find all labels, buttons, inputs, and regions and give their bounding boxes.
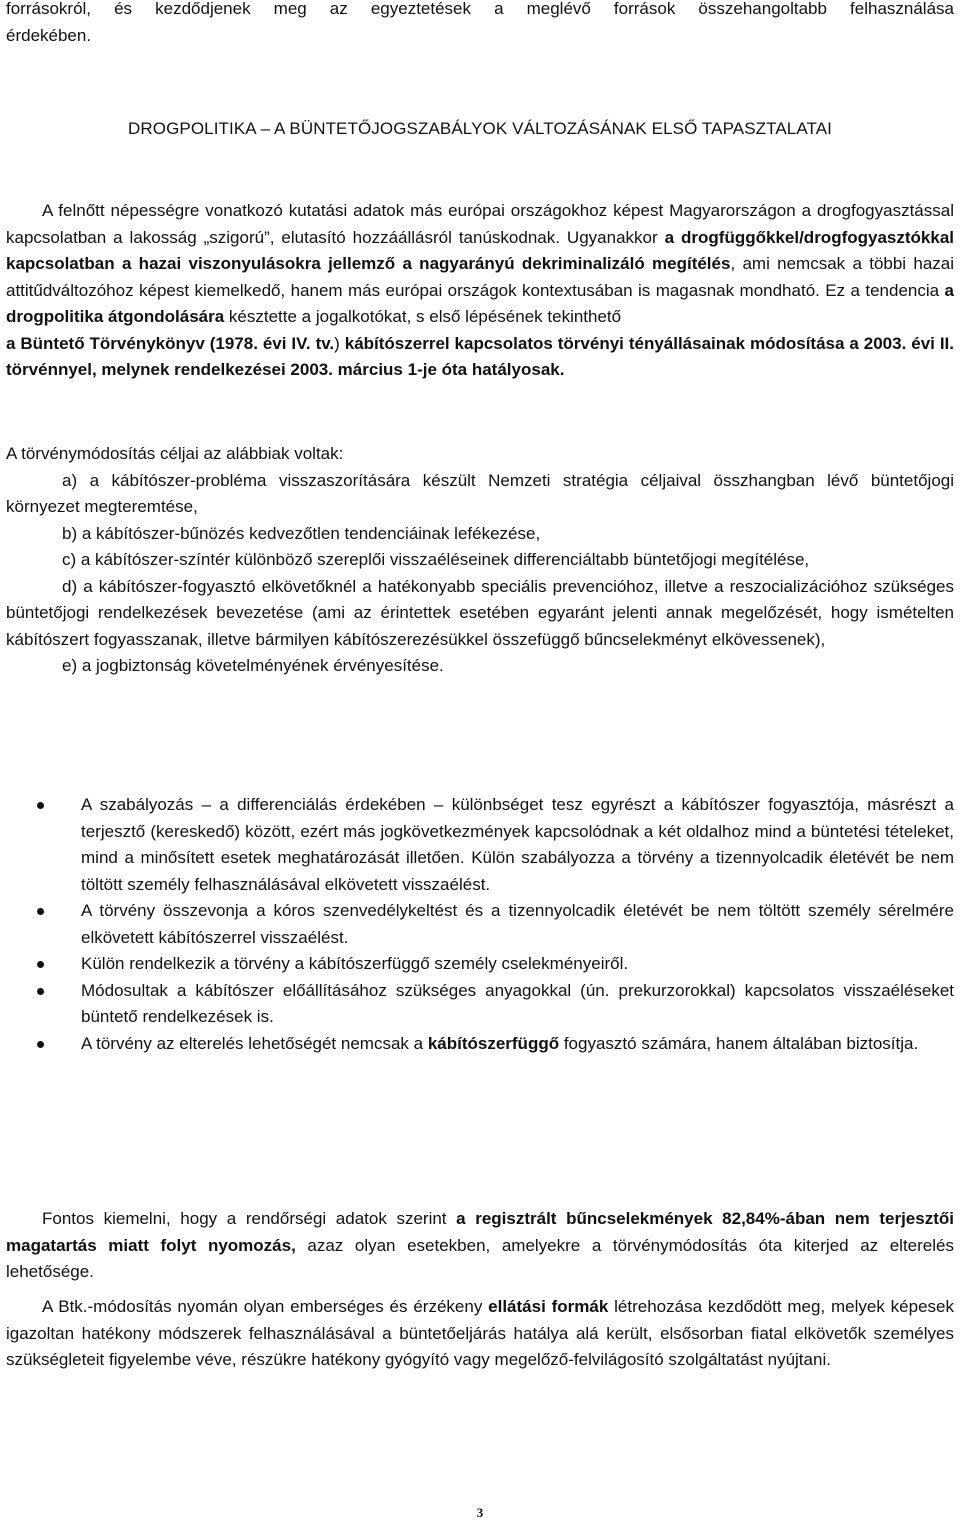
- bullet-icon: [37, 908, 44, 915]
- text-run: Külön rendelkezik a törvény a kábítószerfüggő személy cselekményeiről.: [81, 954, 629, 973]
- care-forms-text: [6, 1294, 954, 1374]
- text-run: , ami nemcsak a többi hazai attitűdváltozóhoz képest kiemelkedő, hanem más európai országok kontextusában is magasnak mondható. Ez a tendencia: [6, 254, 955, 300]
- list-item: [6, 951, 954, 978]
- list-item: [6, 1031, 954, 1058]
- bold-run: a Büntető Törvénykönyv (1978. évi IV. tv.: [6, 333, 335, 353]
- continued-line-1: forrásokról, és kezdődjenek meg az egyeztetések a meglévő források összehangoltabb felhasználása: [6, 0, 954, 18]
- text-run: azaz olyan esetekben, amelyekre a törvénymódosítás óta kiterjed az elterelés lehetősége.: [6, 1235, 954, 1281]
- bullet-icon: [37, 802, 44, 809]
- aim-b: b) a kábítószer-bűnözés kedvezőtlen tendenciáinak lefékezése,: [62, 523, 541, 543]
- text-run: Fontos kiemelni, hogy a rendőrségi adatok szerint: [42, 1209, 457, 1228]
- continued-paragraph: [6, 0, 954, 49]
- page-number: 3: [476, 1505, 484, 1520]
- paragraph-statistics: [6, 1206, 954, 1286]
- aim-a: a) a kábítószer-probléma visszaszorítására készült Nemzeti stratégia céljaival összhangban lévő büntetőjogi környezet megteremtése,: [6, 470, 954, 516]
- continued-line-2: érdekében.: [6, 25, 92, 45]
- list-item: [6, 898, 954, 951]
- text-run: A törvény az elterelés lehetőségét nemcsak a: [81, 1033, 428, 1053]
- bold-run: ellátási formák: [488, 1297, 609, 1316]
- bold-run: kábítószerfüggő: [427, 1033, 560, 1053]
- text-run: A szabályozás – a differenciálás érdekében – különbséget tesz egyrészt a kábítószer fogyasztója, másrészt a terjesztő (kereskedő) között, ezért más jogkövetkezmények kapcsolódnak a két oldalhoz mind a büntetési tételeket, mind a minősített esetek meghatározását illetően. Külön szabályozza a törvény a tizennyolcadik életévét be nem töltött személy felhasználásával elkövetett visszaélést.: [81, 795, 954, 894]
- aim-c: c) a kábítószer-színtér különböző szereplői visszaéléseinek differenciáltabb büntetőjogi megítélése,: [62, 550, 810, 569]
- text-run: késztette a jogalkotókat, s első lépésének tekinthető: [224, 307, 622, 326]
- section-title: DROGPOLITIKA – A BÜNTETŐJOGSZABÁLYOK VÁLTOZÁSÁNAK ELSŐ TAPASZTALATAI: [128, 119, 832, 138]
- aims-section: [6, 441, 954, 680]
- aim-d: d) a kábítószer-fogyasztó elkövetőknél a hatékonyabb speciális prevencióhoz, illetve a reszocializációhoz szükséges büntetőjogi rendelkezések bevezetése (ami az érintettek esetében egyaránt jelenti annak megelőzését, hogy ismételten kábítószert fogyasszanak, illetve bármilyen kábítószerezésükkel összefüggő bűncselekményt elkövessenek),: [6, 576, 954, 649]
- aims-intro: A törvénymódosítás céljai az alábbiak voltak:: [6, 444, 344, 463]
- text-run: Módosultak a kábítószer előállításához szükséges anyagokkal (ún. prekurzorokkal) kapcsolatos visszaéléseket büntető rendelkezések is.: [81, 980, 954, 1026]
- bold-run: kábítószerrel kapcsolatos törvényi tényállásainak módosítása a 2003. évi II. törvénnyel, melynek rendelkezései 2003. március 1-je óta hatályosak.: [6, 333, 954, 379]
- paragraph-intro: [6, 198, 954, 384]
- bullet-icon: [37, 1041, 44, 1048]
- list-item: [6, 792, 954, 898]
- bold-run: a regisztrált bűncselekmények 82,84%-ában nem terjesztői magatartás miatt folyt nyomozás,: [6, 1209, 954, 1255]
- bullet-icon: [37, 988, 44, 995]
- bold-run: a drogpolitika átgondolására: [6, 280, 954, 326]
- text-run: A felnőtt népességre vonatkozó kutatási adatok más európai országokhoz képest Magyarországon a drogfogyasztással kapcsolatban a lakosság „szigorú”, elutasító hozzáállásról tanúskodnak. Ugyanakkor: [6, 201, 954, 247]
- list-item: [6, 978, 954, 1031]
- bullet-icon: [37, 961, 44, 968]
- statistics-text: [6, 1206, 954, 1286]
- bullet-list: [6, 792, 954, 1057]
- text-run: létrehozása kezdődött meg, melyek képesek igazoltan hatékony módszerek felhasználásával a büntetőeljárás hatálya alá került, elsősorban fiatal elkövetők személyes szükségleteit figyelembe véve, részükre hatékony gyógyító vagy megelőző-felvilágosító szolgáltatást nyújtani.: [6, 1297, 954, 1369]
- text-run: A törvény összevonja a kóros szenvedélykeltést és a tizennyolcadik életévét be nem töltött személy sérelmére elkövetett kábítószerrel visszaélést.: [81, 901, 954, 947]
- intro-text: [6, 198, 954, 384]
- text-run: ): [334, 333, 345, 353]
- text-run: fogyasztó számára, hanem általában biztosítja.: [559, 1033, 919, 1053]
- bold-run: a drogfüggőkkel/drogfogyasztókkal kapcsolatban a hazai viszonyulásokra jellemző a nagyarányú dekriminalizáló megítélés: [6, 227, 954, 273]
- aim-e: e) a jogbiztonság követelményének érvényesítése.: [62, 656, 444, 675]
- text-run: A Btk.-módosítás nyomán olyan emberséges és érzékeny: [42, 1297, 489, 1316]
- paragraph-care-forms: [6, 1294, 954, 1374]
